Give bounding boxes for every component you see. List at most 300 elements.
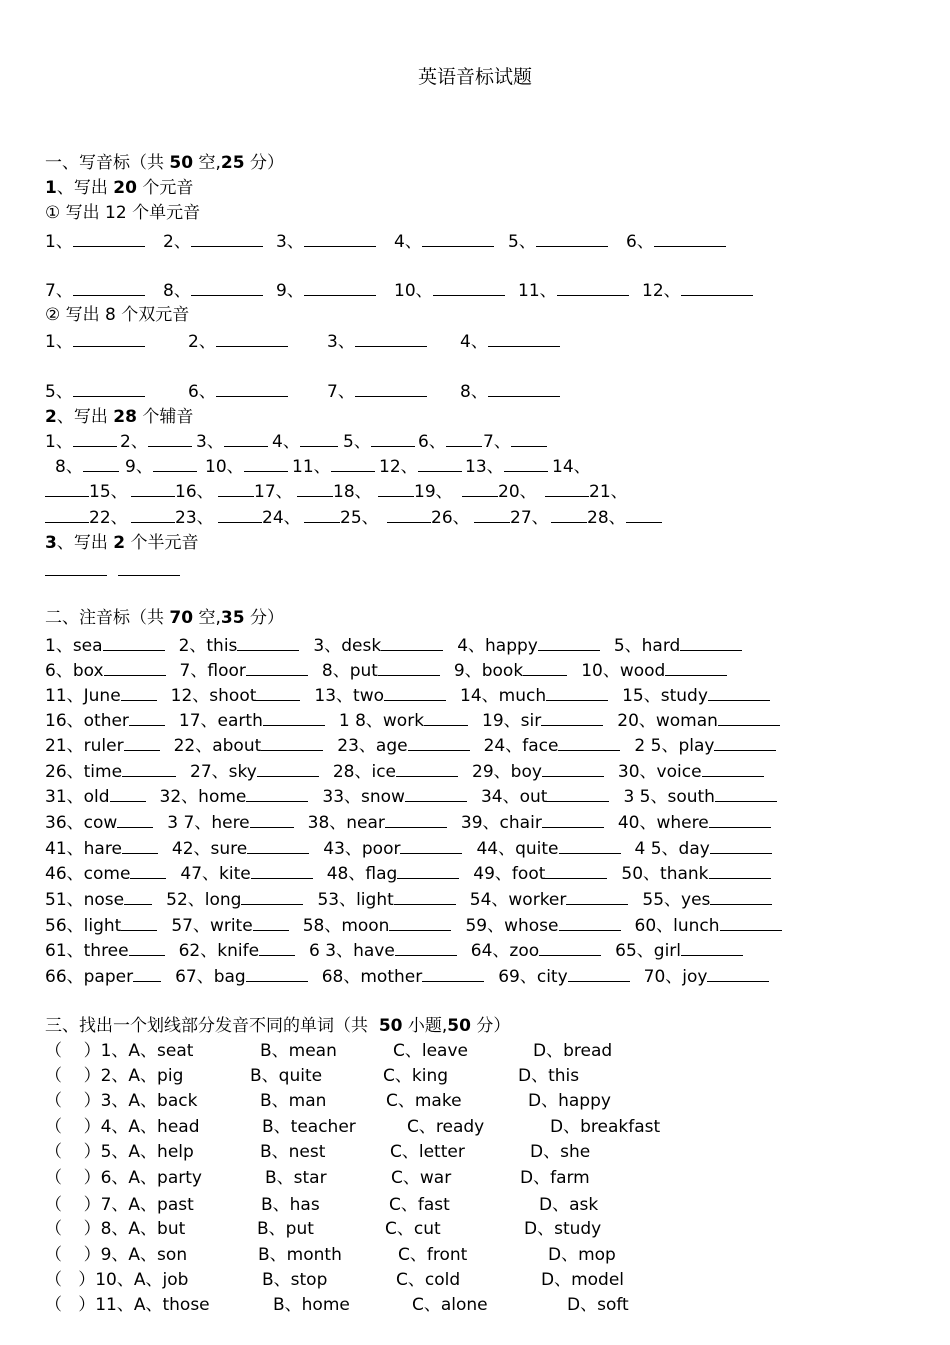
answer-item[interactable]: 23、 bbox=[131, 503, 214, 528]
question-option-d[interactable]: D、ask bbox=[539, 1195, 599, 1215]
word-label: 20、woman bbox=[617, 711, 718, 731]
answer-blank[interactable] bbox=[129, 939, 165, 956]
answer-blank[interactable] bbox=[542, 760, 604, 777]
answer-item[interactable]: 28、 bbox=[551, 503, 662, 528]
word-item[interactable] bbox=[482, 706, 603, 731]
transcription-row bbox=[45, 706, 905, 731]
part2-heading: 2、写出 28 个辅音 bbox=[45, 407, 194, 427]
question-option-b[interactable]: B、has bbox=[261, 1195, 320, 1215]
word-item[interactable] bbox=[45, 631, 165, 656]
question-option-d[interactable]: D、farm bbox=[520, 1168, 590, 1188]
answer-item[interactable]: 16、 bbox=[131, 477, 214, 502]
word-label: 51、nose bbox=[45, 890, 125, 910]
word-item[interactable] bbox=[171, 681, 301, 706]
answer-blank[interactable] bbox=[714, 734, 776, 751]
question-option-b[interactable]: B、mean bbox=[260, 1041, 337, 1061]
question-option-d[interactable]: D、soft bbox=[567, 1295, 629, 1315]
question-option-c[interactable]: C、cold bbox=[396, 1270, 461, 1290]
answer-item[interactable]: 19、 bbox=[378, 477, 453, 502]
answer-item[interactable]: 8、 bbox=[163, 276, 263, 301]
answer-item[interactable]: 18、 bbox=[297, 477, 372, 502]
word-item[interactable] bbox=[581, 656, 727, 681]
word-item[interactable] bbox=[614, 631, 743, 656]
question-option-d[interactable]: D、she bbox=[530, 1142, 591, 1162]
answer-item[interactable]: 4、 bbox=[272, 427, 338, 452]
word-item[interactable] bbox=[635, 911, 782, 936]
answer-item[interactable]: 2、 bbox=[120, 427, 192, 452]
question-option-c[interactable]: C、ready bbox=[407, 1117, 485, 1137]
word-label: 44、quite bbox=[476, 839, 559, 859]
answer-item[interactable]: 25、 bbox=[304, 503, 379, 528]
word-label: 61、three bbox=[45, 941, 129, 961]
question-option-c[interactable]: C、make bbox=[386, 1091, 462, 1111]
question-option-b[interactable]: B、nest bbox=[260, 1142, 326, 1162]
answer-blank[interactable] bbox=[710, 837, 772, 854]
word-label: 54、worker bbox=[469, 890, 567, 910]
word-item[interactable] bbox=[461, 808, 604, 833]
question-option-b[interactable]: B、man bbox=[260, 1091, 327, 1111]
word-label: 19、sir bbox=[482, 711, 542, 731]
answer-blank[interactable] bbox=[246, 659, 308, 676]
question-option-a[interactable]: （ ）5、A、help bbox=[45, 1142, 194, 1162]
answer-blank[interactable] bbox=[395, 939, 457, 956]
word-item[interactable] bbox=[622, 681, 770, 706]
question-option-c[interactable]: C、front bbox=[398, 1245, 468, 1265]
question-option-c[interactable]: C、king bbox=[383, 1066, 449, 1086]
answer-item[interactable]: 4、 bbox=[460, 327, 560, 352]
word-item[interactable] bbox=[45, 885, 152, 910]
answer-item[interactable]: 7、 bbox=[45, 276, 145, 301]
answer-blank[interactable] bbox=[121, 684, 157, 701]
answer-item[interactable]: 20、 bbox=[462, 477, 537, 502]
answer-item[interactable]: 7、 bbox=[483, 427, 547, 452]
word-label: 15、study bbox=[622, 686, 708, 706]
answer-item[interactable]: 5、 bbox=[508, 227, 608, 252]
question-option-d[interactable]: D、happy bbox=[528, 1091, 611, 1111]
question-option-b[interactable]: B、quite bbox=[250, 1066, 323, 1086]
word-label: 43、poor bbox=[323, 839, 401, 859]
word-label: 17、earth bbox=[178, 711, 263, 731]
word-label: 29、boy bbox=[472, 762, 542, 782]
word-label: 2、this bbox=[178, 636, 238, 656]
answer-blank[interactable] bbox=[257, 760, 319, 777]
answer-blank[interactable] bbox=[397, 862, 459, 879]
answer-item[interactable]: 7、 bbox=[327, 377, 427, 402]
word-label: 8、put bbox=[321, 661, 378, 681]
answer-item[interactable]: 2、 bbox=[188, 327, 288, 352]
transcription-row bbox=[45, 681, 905, 706]
answer-blank[interactable] bbox=[408, 734, 470, 751]
answer-blank[interactable] bbox=[568, 965, 630, 982]
word-label: 65、girl bbox=[615, 941, 681, 961]
word-item[interactable] bbox=[621, 859, 770, 884]
answer-blank[interactable] bbox=[718, 709, 780, 726]
word-item[interactable] bbox=[615, 936, 743, 961]
answer-item[interactable]: 9、 bbox=[276, 276, 376, 301]
answer-blank[interactable] bbox=[122, 760, 176, 777]
word-label: 59、whose bbox=[465, 916, 559, 936]
answer-blank[interactable] bbox=[133, 965, 161, 982]
answer-blank[interactable] bbox=[237, 634, 299, 651]
answer-blank[interactable] bbox=[405, 785, 467, 802]
word-label: 39、chair bbox=[460, 813, 542, 833]
answer-item[interactable]: 12、 bbox=[379, 452, 462, 477]
word-item[interactable] bbox=[45, 656, 166, 681]
answer-item[interactable]: 15、 bbox=[45, 477, 128, 502]
transcription-row bbox=[45, 859, 905, 884]
word-item[interactable] bbox=[45, 962, 161, 987]
word-item[interactable] bbox=[473, 859, 607, 884]
answer-blank[interactable] bbox=[707, 965, 769, 982]
word-item[interactable] bbox=[498, 962, 629, 987]
answer-blank[interactable] bbox=[559, 837, 621, 854]
word-item[interactable] bbox=[190, 757, 319, 782]
answer-item[interactable]: 26、 bbox=[387, 503, 470, 528]
question-option-a[interactable]: （ ）3、A、back bbox=[45, 1091, 198, 1111]
word-item[interactable] bbox=[333, 757, 458, 782]
word-label: 41、hare bbox=[45, 839, 122, 859]
word-label: 69、city bbox=[498, 967, 568, 987]
question-option-d[interactable]: D、bread bbox=[533, 1041, 613, 1061]
word-label: 36、cow bbox=[45, 813, 118, 833]
answer-blank[interactable] bbox=[110, 785, 146, 802]
answer-blank[interactable] bbox=[396, 760, 458, 777]
word-label: 13、two bbox=[314, 686, 384, 706]
word-label: 34、out bbox=[480, 787, 548, 807]
answer-blank[interactable] bbox=[389, 914, 451, 931]
answer-item[interactable]: 14、 bbox=[552, 457, 591, 477]
word-label: 32、home bbox=[159, 787, 247, 807]
answer-item[interactable]: 9、 bbox=[125, 452, 197, 477]
answer-blank[interactable] bbox=[566, 888, 628, 905]
word-label: 16、other bbox=[45, 711, 129, 731]
word-item[interactable] bbox=[618, 757, 764, 782]
answer-blank[interactable] bbox=[708, 684, 770, 701]
answer-blank[interactable] bbox=[546, 684, 608, 701]
answer-blank[interactable] bbox=[124, 888, 152, 905]
word-item[interactable] bbox=[337, 731, 469, 756]
word-item[interactable] bbox=[484, 731, 621, 756]
question-option-b[interactable]: B、stop bbox=[262, 1270, 328, 1290]
word-item[interactable] bbox=[457, 631, 600, 656]
answer-blank[interactable] bbox=[263, 709, 325, 726]
word-item[interactable] bbox=[45, 911, 157, 936]
word-label: 27、sky bbox=[190, 762, 257, 782]
question-option-b[interactable]: B、month bbox=[258, 1245, 342, 1265]
answer-item[interactable]: 6、 bbox=[418, 427, 482, 452]
word-label: 64、zoo bbox=[470, 941, 540, 961]
word-item[interactable] bbox=[623, 782, 777, 807]
word-label: 1 8、work bbox=[338, 711, 425, 731]
section3-heading: 三、找出一个划线部分发音不同的单词（共 50 小题,50 分） bbox=[45, 1016, 511, 1036]
word-label: 38、near bbox=[307, 813, 385, 833]
word-item[interactable] bbox=[175, 962, 308, 987]
answer-item[interactable]: 1、 bbox=[45, 227, 145, 252]
answer-blank[interactable] bbox=[130, 862, 166, 879]
question-option-d[interactable]: D、this bbox=[518, 1066, 580, 1086]
word-item[interactable] bbox=[160, 782, 309, 807]
answer-blank[interactable] bbox=[259, 939, 295, 956]
answer-blank[interactable] bbox=[558, 734, 620, 751]
word-item[interactable] bbox=[635, 834, 772, 859]
answer-item[interactable]: 3、 bbox=[327, 327, 427, 352]
word-item[interactable] bbox=[45, 834, 158, 859]
transcription-row bbox=[45, 885, 905, 910]
word-item[interactable] bbox=[45, 859, 166, 884]
question-option-c[interactable]: C、leave bbox=[393, 1041, 468, 1061]
transcription-row bbox=[45, 757, 905, 782]
word-item[interactable] bbox=[460, 681, 608, 706]
word-label: 40、where bbox=[617, 813, 709, 833]
answer-blank[interactable] bbox=[702, 760, 764, 777]
diphthong-subheading: ② 写出 8 个双元音 bbox=[45, 305, 190, 325]
word-item[interactable] bbox=[471, 936, 601, 961]
word-item[interactable] bbox=[45, 731, 160, 756]
question-option-a[interactable]: （ ）7、A、past bbox=[45, 1195, 194, 1215]
word-item[interactable] bbox=[617, 706, 780, 731]
word-item[interactable] bbox=[180, 859, 312, 884]
answer-item[interactable]: 8、 bbox=[55, 452, 119, 477]
answer-blank[interactable] bbox=[541, 709, 603, 726]
answer-item[interactable]: 1、 bbox=[45, 427, 117, 452]
answer-item[interactable]: 6、 bbox=[626, 227, 726, 252]
word-item[interactable] bbox=[322, 962, 484, 987]
answer-item[interactable]: 2、 bbox=[163, 227, 263, 252]
section1-heading: 一、写音标（共 50 空,25 分） bbox=[45, 153, 284, 173]
word-item[interactable] bbox=[339, 706, 468, 731]
answer-blank[interactable] bbox=[261, 734, 323, 751]
answer-blank[interactable] bbox=[681, 939, 743, 956]
word-item[interactable] bbox=[327, 859, 460, 884]
word-item[interactable] bbox=[45, 782, 146, 807]
answer-item[interactable]: 10、 bbox=[205, 452, 288, 477]
answer-item[interactable]: 12、 bbox=[642, 276, 753, 301]
answer-item[interactable]: 13、 bbox=[465, 452, 548, 477]
transcription-row bbox=[45, 731, 905, 756]
transcription-row bbox=[45, 808, 905, 833]
word-item[interactable] bbox=[180, 656, 308, 681]
answer-item[interactable]: 6、 bbox=[188, 377, 288, 402]
semivowel-blank-2[interactable] bbox=[118, 574, 180, 576]
answer-blank[interactable] bbox=[246, 785, 308, 802]
answer-blank[interactable] bbox=[385, 811, 447, 828]
word-label: 12、shoot bbox=[170, 686, 257, 706]
answer-item[interactable]: 3、 bbox=[196, 427, 268, 452]
answer-item[interactable]: 22、 bbox=[45, 503, 128, 528]
question-option-b[interactable]: B、put bbox=[257, 1219, 314, 1239]
transcription-row bbox=[45, 911, 905, 936]
answer-item[interactable]: 5、 bbox=[343, 427, 415, 452]
question-option-d[interactable]: D、breakfast bbox=[550, 1117, 661, 1137]
monophthong-subheading: ① 写出 12 个单元音 bbox=[45, 203, 201, 223]
word-item[interactable] bbox=[303, 911, 452, 936]
word-item[interactable] bbox=[634, 731, 776, 756]
word-item[interactable] bbox=[454, 656, 567, 681]
word-label: 3 7、here bbox=[167, 813, 250, 833]
question-option-a[interactable]: （ ）10、A、job bbox=[45, 1270, 189, 1290]
word-item[interactable] bbox=[642, 885, 772, 910]
answer-item[interactable]: 4、 bbox=[394, 227, 494, 252]
word-label: 14、much bbox=[460, 686, 547, 706]
answer-blank[interactable] bbox=[122, 837, 158, 854]
answer-blank[interactable] bbox=[523, 659, 567, 676]
answer-blank[interactable] bbox=[250, 811, 294, 828]
word-item[interactable] bbox=[323, 834, 462, 859]
answer-blank[interactable] bbox=[680, 634, 742, 651]
transcription-row bbox=[45, 962, 905, 987]
answer-blank[interactable] bbox=[251, 862, 313, 879]
word-item[interactable] bbox=[179, 936, 295, 961]
transcription-row bbox=[45, 782, 905, 807]
word-label: 67、bag bbox=[175, 967, 246, 987]
word-label: 46、come bbox=[45, 864, 131, 884]
answer-blank[interactable] bbox=[545, 862, 607, 879]
part1-heading: 1、写出 20 个元音 bbox=[45, 178, 194, 198]
word-label: 21、ruler bbox=[45, 736, 124, 756]
answer-blank[interactable] bbox=[709, 862, 771, 879]
word-label: 4 5、day bbox=[634, 839, 710, 859]
answer-blank[interactable] bbox=[121, 914, 157, 931]
word-item[interactable] bbox=[171, 911, 288, 936]
word-label: 26、time bbox=[45, 762, 123, 782]
answer-blank[interactable] bbox=[559, 914, 621, 931]
word-label: 6 3、have bbox=[309, 941, 395, 961]
word-label: 68、mother bbox=[321, 967, 423, 987]
answer-blank[interactable] bbox=[542, 811, 604, 828]
word-item[interactable] bbox=[308, 808, 447, 833]
answer-blank[interactable] bbox=[715, 785, 777, 802]
word-label: 58、moon bbox=[302, 916, 390, 936]
answer-blank[interactable] bbox=[129, 709, 165, 726]
word-item[interactable] bbox=[45, 808, 153, 833]
question-option-a[interactable]: （ ）1、A、seat bbox=[45, 1041, 194, 1061]
question-option-b[interactable]: B、teacher bbox=[262, 1117, 356, 1137]
question-option-c[interactable]: C、war bbox=[391, 1168, 452, 1188]
answer-blank[interactable] bbox=[538, 634, 600, 651]
word-item[interactable] bbox=[314, 681, 446, 706]
word-item[interactable] bbox=[166, 885, 303, 910]
word-item[interactable] bbox=[481, 782, 609, 807]
answer-blank[interactable] bbox=[246, 965, 308, 982]
answer-blank[interactable] bbox=[104, 659, 166, 676]
answer-item[interactable]: 27、 bbox=[474, 503, 549, 528]
word-item[interactable] bbox=[309, 936, 457, 961]
answer-item[interactable]: 11、 bbox=[292, 452, 375, 477]
word-item[interactable] bbox=[470, 885, 629, 910]
answer-blank[interactable] bbox=[394, 888, 456, 905]
answer-item[interactable]: 21、 bbox=[545, 477, 628, 502]
answer-blank[interactable] bbox=[547, 785, 609, 802]
question-option-a[interactable]: （ ）9、A、son bbox=[45, 1245, 188, 1265]
word-label: 49、foot bbox=[473, 864, 546, 884]
transcription-row bbox=[45, 631, 905, 656]
answer-blank[interactable] bbox=[665, 659, 727, 676]
word-item[interactable] bbox=[322, 782, 467, 807]
question-option-d[interactable]: D、study bbox=[524, 1219, 602, 1239]
word-item[interactable] bbox=[317, 885, 455, 910]
question-option-a[interactable]: （ ）4、A、head bbox=[45, 1117, 200, 1137]
answer-blank[interactable] bbox=[709, 811, 771, 828]
word-item[interactable] bbox=[174, 731, 324, 756]
answer-blank[interactable] bbox=[247, 837, 309, 854]
word-label: 33、snow bbox=[322, 787, 405, 807]
word-item[interactable] bbox=[179, 631, 300, 656]
answer-item[interactable]: 1、 bbox=[45, 327, 145, 352]
answer-blank[interactable] bbox=[424, 709, 468, 726]
word-item[interactable] bbox=[45, 681, 157, 706]
word-item[interactable] bbox=[465, 911, 620, 936]
word-item[interactable] bbox=[313, 631, 443, 656]
word-label: 3、desk bbox=[313, 636, 382, 656]
question-option-a[interactable]: （ ）2、A、pig bbox=[45, 1066, 184, 1086]
answer-item[interactable]: 11、 bbox=[518, 276, 629, 301]
answer-blank[interactable] bbox=[539, 939, 601, 956]
page-title: 英语音标试题 bbox=[417, 66, 532, 88]
transcription-row bbox=[45, 936, 905, 961]
answer-blank[interactable] bbox=[381, 634, 443, 651]
word-item[interactable] bbox=[45, 706, 165, 731]
word-item[interactable] bbox=[644, 962, 770, 987]
answer-blank[interactable] bbox=[124, 734, 160, 751]
word-label: 23、age bbox=[337, 736, 408, 756]
word-item[interactable] bbox=[322, 656, 440, 681]
word-item[interactable] bbox=[45, 757, 176, 782]
question-option-c[interactable]: C、alone bbox=[412, 1295, 488, 1315]
question-option-b[interactable]: B、star bbox=[265, 1168, 327, 1188]
word-label: 6、box bbox=[45, 661, 104, 681]
answer-blank[interactable] bbox=[384, 684, 446, 701]
word-item[interactable] bbox=[472, 757, 604, 782]
question-option-c[interactable]: C、fast bbox=[389, 1195, 450, 1215]
answer-blank[interactable] bbox=[378, 659, 440, 676]
answer-item[interactable]: 5、 bbox=[45, 377, 145, 402]
answer-blank[interactable] bbox=[720, 914, 782, 931]
word-item[interactable] bbox=[618, 808, 771, 833]
word-label: 5、hard bbox=[613, 636, 681, 656]
answer-blank[interactable] bbox=[710, 888, 772, 905]
question-option-d[interactable]: D、mop bbox=[548, 1245, 616, 1265]
word-item[interactable] bbox=[476, 834, 620, 859]
question-option-a[interactable]: （ ）11、A、those bbox=[45, 1295, 210, 1315]
answer-item[interactable]: 10、 bbox=[394, 276, 505, 301]
question-option-d[interactable]: D、model bbox=[541, 1270, 625, 1290]
word-item[interactable] bbox=[179, 706, 325, 731]
answer-item[interactable]: 24、 bbox=[218, 503, 301, 528]
question-option-c[interactable]: C、letter bbox=[390, 1142, 465, 1162]
word-item[interactable] bbox=[45, 936, 165, 961]
answer-blank[interactable] bbox=[253, 914, 289, 931]
answer-blank[interactable] bbox=[422, 965, 484, 982]
question-option-a[interactable]: （ ）8、A、but bbox=[45, 1219, 186, 1239]
answer-blank[interactable] bbox=[103, 634, 165, 651]
semivowel-blank-1[interactable] bbox=[45, 574, 107, 576]
question-option-a[interactable]: （ ）6、A、party bbox=[45, 1168, 202, 1188]
answer-blank[interactable] bbox=[117, 811, 153, 828]
answer-item[interactable]: 17、 bbox=[218, 477, 293, 502]
word-label: 2 5、play bbox=[634, 736, 715, 756]
question-option-c[interactable]: C、cut bbox=[385, 1219, 441, 1239]
word-label: 56、light bbox=[45, 916, 122, 936]
answer-item[interactable]: 8、 bbox=[460, 377, 560, 402]
answer-blank[interactable] bbox=[256, 684, 300, 701]
question-option-b[interactable]: B、home bbox=[273, 1295, 350, 1315]
word-item[interactable] bbox=[172, 834, 309, 859]
answer-blank[interactable] bbox=[400, 837, 462, 854]
answer-item[interactable]: 3、 bbox=[276, 227, 376, 252]
answer-blank[interactable] bbox=[241, 888, 303, 905]
word-label: 24、face bbox=[483, 736, 559, 756]
word-item[interactable] bbox=[167, 808, 293, 833]
